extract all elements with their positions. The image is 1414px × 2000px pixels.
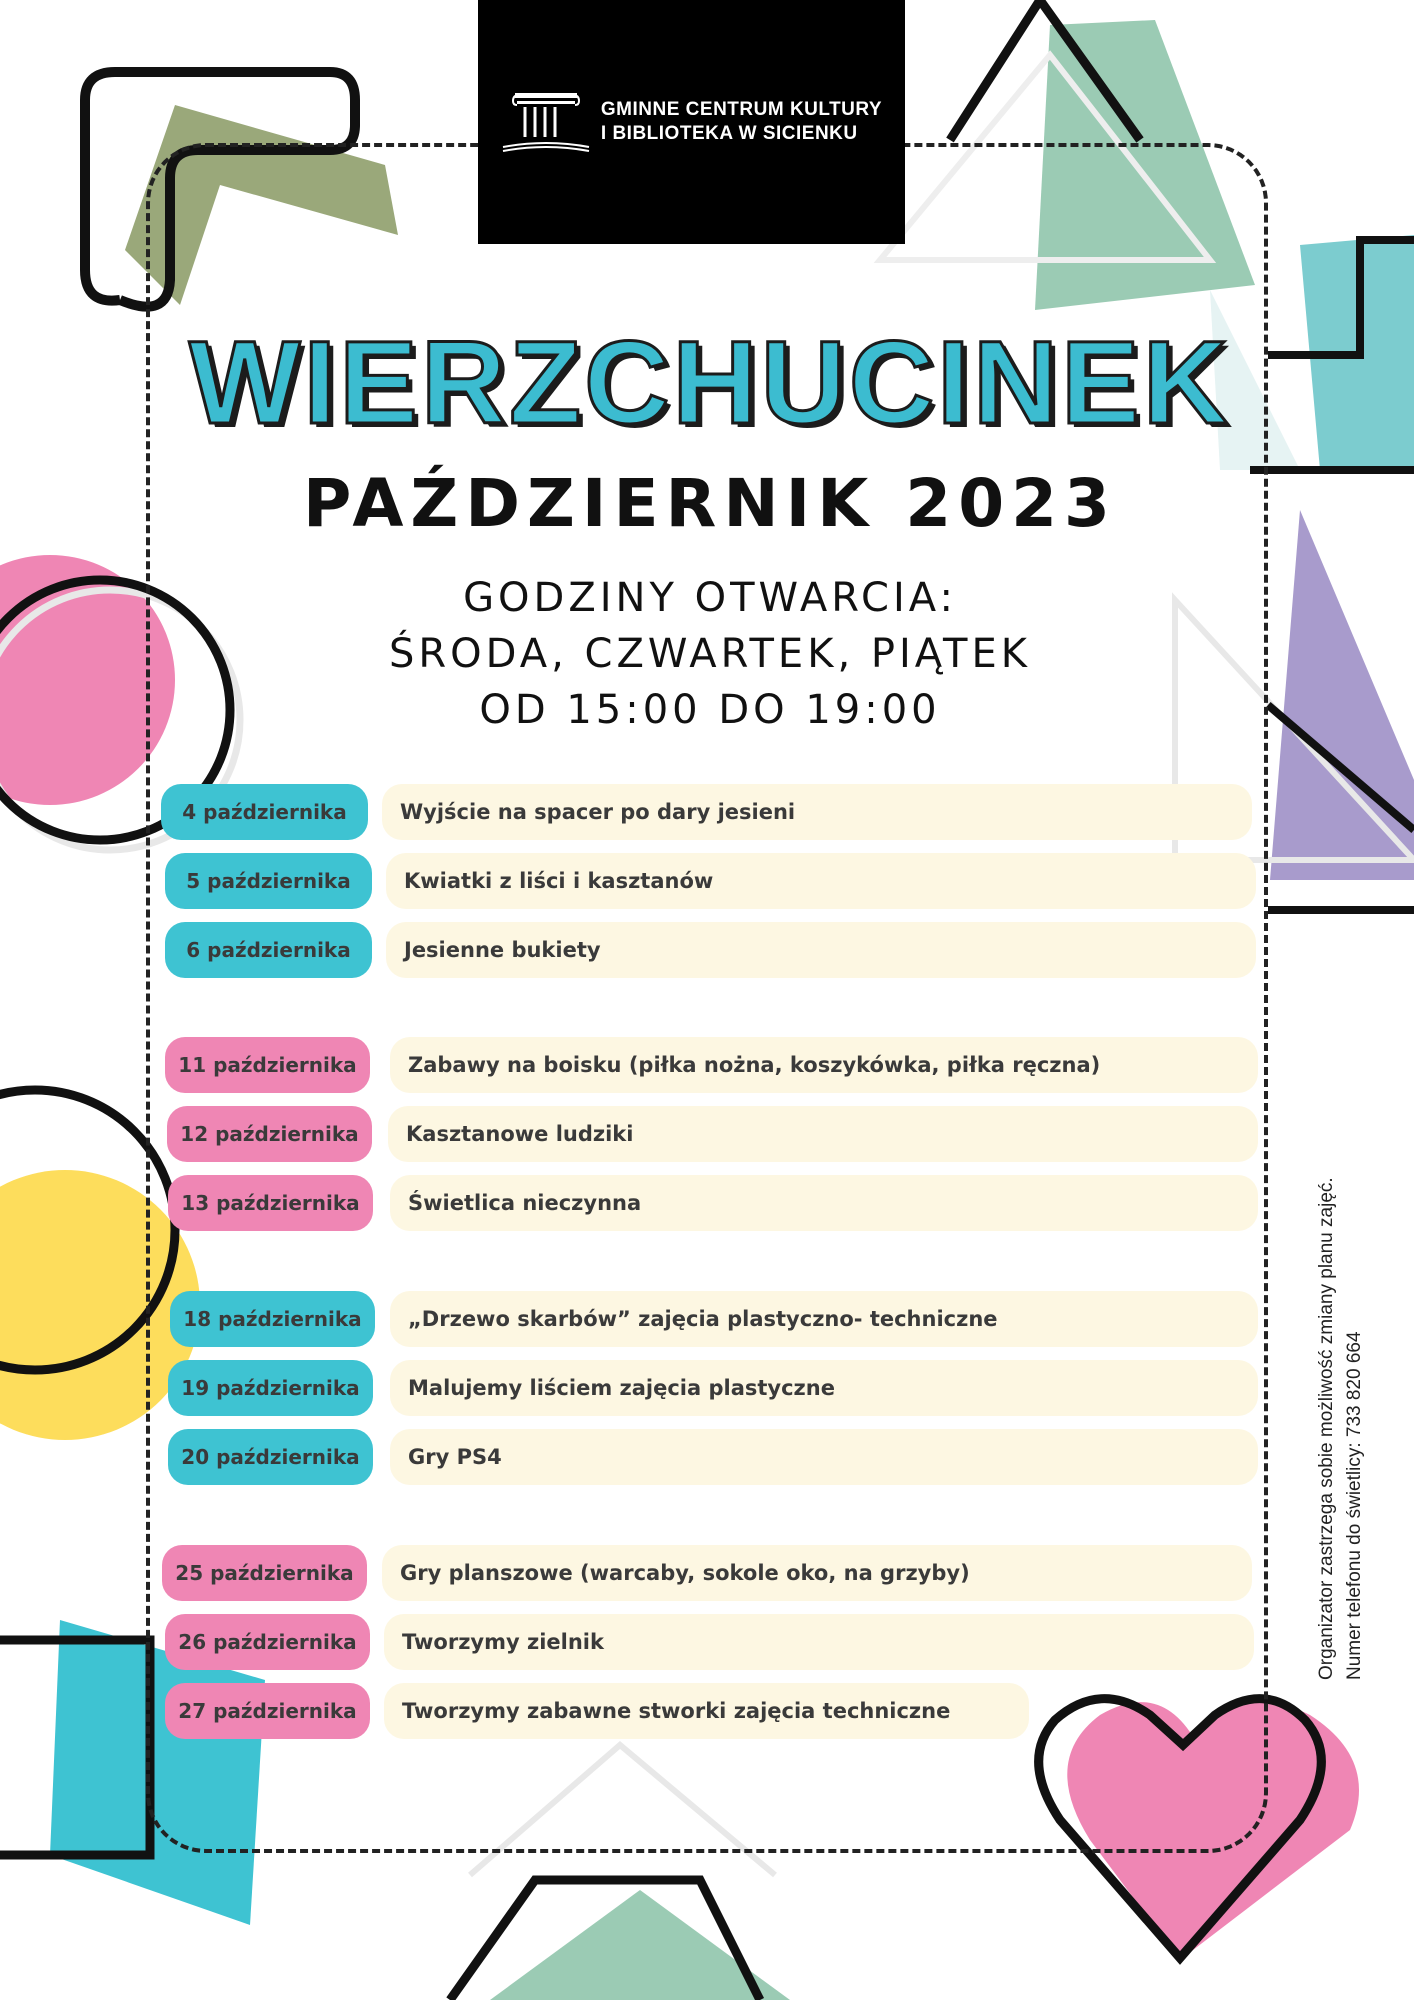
logo-line-1: GMINNE CENTRUM KULTURY [600, 99, 883, 120]
schedule-date: 5 października [165, 853, 372, 909]
opening-hours-heading: GODZINY OTWARCIA: [463, 575, 957, 621]
purple-triangle-right [1270, 510, 1414, 880]
schedule-activity: Jesienne bukiety [386, 922, 1256, 978]
page-title: WIERZCHUCINEK [189, 317, 1231, 449]
schedule-activity: Wyjście na spacer po dary jesieni [382, 784, 1252, 840]
schedule-date: 11 października [165, 1037, 370, 1093]
library-column-icon [501, 77, 591, 167]
schedule-date: 4 października [161, 784, 368, 840]
organizer-note-phone: Numer telefonu do świetlicy: 733 820 664 [1344, 1331, 1365, 1680]
organization-logo [478, 0, 905, 244]
month-subtitle: PAŹDZIERNIK 2023 [303, 465, 1117, 542]
organizer-note-disclaimer: Organizator zastrzega sobie możliwość zmiany planu zajęć. [1316, 1177, 1337, 1680]
schedule-date: 26 października [165, 1614, 370, 1670]
schedule-date: 19 października [168, 1360, 373, 1416]
schedule-activity: Gry planszowe (warcaby, sokole oko, na grzyby) [382, 1545, 1252, 1601]
schedule-activity: Tworzymy zabawne stworki zajęcia techniczne [384, 1683, 1029, 1739]
opening-hours [200, 570, 1220, 738]
schedule-activity: Kwiatki z liści i kasztanów [386, 853, 1256, 909]
schedule-activity: Tworzymy zielnik [384, 1614, 1254, 1670]
schedule-activity: Gry PS4 [390, 1429, 1258, 1485]
schedule-date: 27 października [165, 1683, 370, 1739]
schedule-date: 6 października [165, 922, 372, 978]
schedule-date: 20 października [168, 1429, 373, 1485]
schedule-activity: Kasztanowe ludziki [388, 1106, 1258, 1162]
schedule-date: 12 października [167, 1106, 372, 1162]
schedule-activity: Malujemy liściem zajęcia plastyczne [390, 1360, 1258, 1416]
organizer-note [1313, 980, 1369, 1680]
opening-hours-days: ŚRODA, CZWARTEK, PIĄTEK [389, 631, 1031, 677]
schedule-date: 18 października [170, 1291, 375, 1347]
schedule-date: 25 października [162, 1545, 367, 1601]
schedule-activity: „Drzewo skarbów” zajęcia plastyczno- techniczne [390, 1291, 1258, 1347]
green-triangle-bottom [490, 1890, 790, 2000]
schedule-activity: Świetlica nieczynna [390, 1175, 1258, 1231]
schedule-activity: Zabawy na boisku (piłka nożna, koszykówka, piłka ręczna) [390, 1037, 1258, 1093]
opening-hours-time: OD 15:00 DO 19:00 [479, 687, 941, 733]
logo-line-2: I BIBLIOTEKA W SICIENKU [600, 123, 858, 144]
schedule-date: 13 października [168, 1175, 373, 1231]
